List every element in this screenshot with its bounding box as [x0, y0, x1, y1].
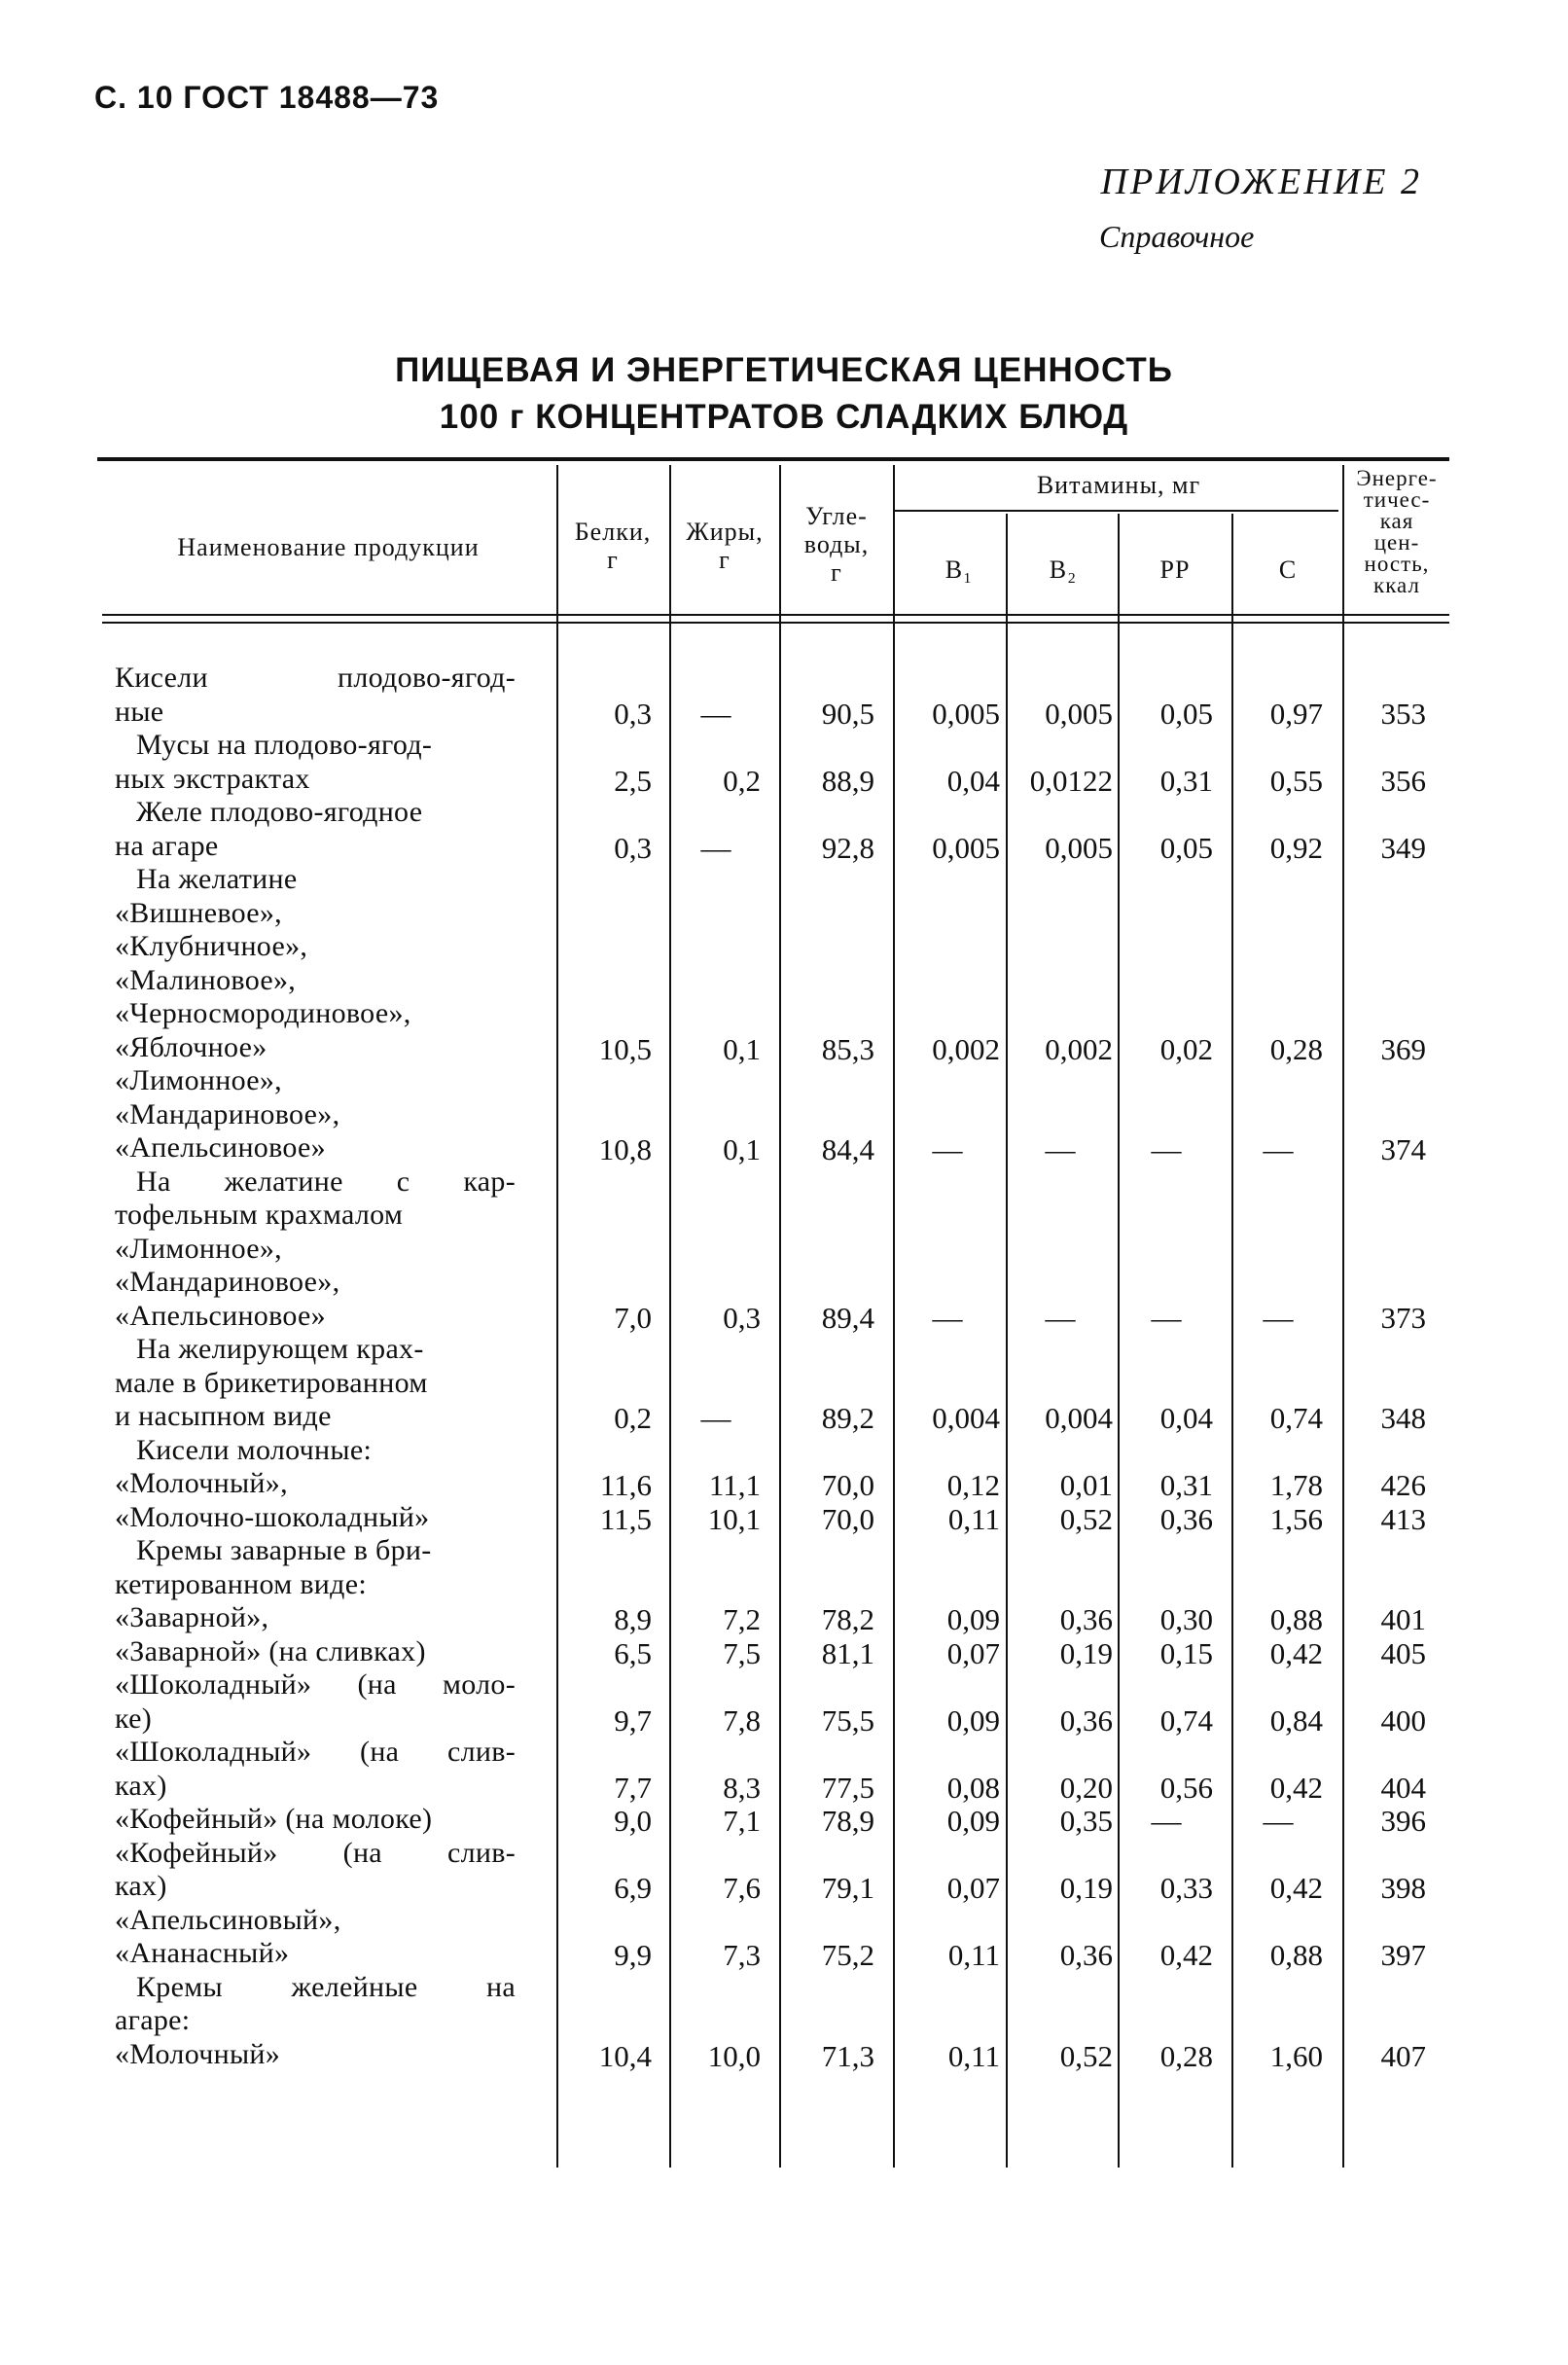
vitamin-b1-value: 0,11 — [947, 1501, 1000, 1536]
product-name-line: «Молочный» — [115, 2037, 281, 2070]
fat-value: 0,2 — [723, 763, 761, 798]
carbs-value: 89,2 — [821, 1401, 874, 1435]
vitamin-b2-value: 0,005 — [1045, 830, 1113, 865]
product-name-line: «Заварной» (на сливках) — [115, 1634, 426, 1667]
carbs-value: 85,3 — [821, 1031, 874, 1066]
vitamin-pp-value: 0,05 — [1159, 696, 1213, 731]
vitamin-pp-value: 0,15 — [1159, 1635, 1213, 1670]
appendix-note: Справочное — [1099, 219, 1255, 254]
product-name — [115, 1837, 516, 1904]
protein-value: 9,9 — [614, 1938, 652, 1972]
vitamin-b1-value: 0,07 — [946, 1635, 1000, 1670]
vitamin-pp-value: 0,31 — [1159, 1468, 1213, 1502]
header-energy-line: тичес- — [1363, 487, 1431, 512]
table-title-line-2: 100 г КОНЦЕНТРАТОВ СЛАДКИХ БЛЮД — [439, 398, 1129, 436]
product-name-line: «Черносмородиновое», — [115, 997, 411, 1029]
vitamin-b2-value: 0,004 — [1045, 1401, 1113, 1435]
vitamin-c-value: 0,55 — [1269, 763, 1323, 798]
vitamin-b2-value: 0,52 — [1059, 1501, 1113, 1536]
fat-value: 7,8 — [723, 1702, 761, 1738]
product-name — [115, 1534, 516, 1635]
header-energy — [1344, 468, 1449, 596]
product-name — [115, 1904, 516, 1971]
product-name-line: «Апельсиновое» — [115, 1299, 326, 1332]
vitamin-c-value: — — [1263, 1132, 1294, 1166]
product-name-line: «Молочный», — [115, 1467, 288, 1499]
protein-value: 6,5 — [614, 1635, 652, 1670]
vitamin-pp-value: 0,30 — [1159, 1602, 1213, 1636]
protein-value: 0,3 — [614, 830, 652, 865]
energy-value: 405 — [1380, 1635, 1426, 1670]
protein-value: 11,5 — [599, 1501, 652, 1536]
product-name-line: «Заварной», — [115, 1601, 269, 1633]
product-name-line: «Вишневое», — [115, 896, 282, 929]
energy-value: 374 — [1380, 1132, 1426, 1166]
carbs-value: 84,4 — [821, 1132, 874, 1166]
fat-value: — — [700, 830, 731, 865]
carbs-value: 81,1 — [821, 1635, 874, 1670]
vitamin-b1-value: 0,005 — [932, 696, 1000, 731]
fat-value: 7,2 — [723, 1602, 761, 1636]
header-carbs-line: Угле- — [805, 502, 868, 530]
protein-value: 2,5 — [614, 763, 652, 798]
carbs-value: 88,9 — [821, 763, 874, 798]
carbs-value: 71,3 — [821, 2038, 874, 2073]
energy-value: 396 — [1380, 1804, 1426, 1838]
vitamin-b2-value: — — [1045, 1300, 1076, 1335]
product-name-line: Кисели молочные: — [136, 1433, 373, 1466]
product-name-line: На желирующем крах- — [136, 1333, 424, 1365]
vitamin-c-value: 1,60 — [1269, 2038, 1323, 2073]
product-name-line: ке) — [115, 1702, 153, 1735]
fat-value: 8,3 — [723, 1770, 761, 1805]
product-name-line: «Яблочное» — [115, 1030, 267, 1063]
product-name-line: Кисели плодово-ягод- — [115, 662, 516, 694]
product-name-line: «Кофейный» (на молоке) — [115, 1803, 433, 1835]
fat-value: 0,1 — [723, 1031, 761, 1066]
energy-value: 413 — [1380, 1501, 1426, 1536]
protein-value: 6,9 — [614, 1871, 652, 1905]
header-carbs-line: г — [831, 558, 842, 587]
protein-value: 8,9 — [614, 1602, 652, 1636]
table-title-line-1: ПИЩЕВАЯ И ЭНЕРГЕТИЧЕСКАЯ ЦЕННОСТЬ — [395, 351, 1173, 389]
product-name-line: «Шоколадный» (на моло- — [115, 1668, 516, 1701]
page-header: С. 10 ГОСТ 18488—73 — [94, 80, 440, 115]
product-name-line: мале в брикетированном — [115, 1366, 428, 1399]
product-name-line: «Лимонное», — [115, 1232, 282, 1265]
header-protein-line: г — [607, 546, 619, 574]
fat-value: 10,1 — [707, 1501, 761, 1536]
product-name-line: тофельным крахмалом — [115, 1199, 404, 1231]
product-name — [115, 863, 516, 1064]
product-name-line: кетированном виде: — [115, 1567, 367, 1600]
vitamin-c-value: 0,92 — [1269, 830, 1323, 865]
energy-value: 400 — [1380, 1702, 1426, 1738]
vitamin-b2-value: 0,0122 — [1029, 763, 1113, 798]
product-name-line: «Кофейный» (на слив- — [115, 1836, 516, 1869]
protein-value: 0,3 — [614, 696, 652, 731]
product-name-line: «Апельсиновый», — [115, 1903, 341, 1936]
energy-value: 373 — [1380, 1300, 1426, 1335]
vitamin-pp-value: 0,31 — [1159, 763, 1213, 798]
vitamin-b1-value: 0,004 — [932, 1401, 1000, 1435]
product-name-line: Кремы заварные в бри- — [136, 1534, 432, 1566]
vitamin-pp-value: 0,28 — [1159, 2038, 1213, 2073]
energy-value: 397 — [1380, 1938, 1426, 1972]
energy-value: 348 — [1380, 1401, 1426, 1435]
vitamin-b1-value: 0,12 — [946, 1468, 1000, 1502]
header-bottom-rule-2 — [102, 622, 1449, 624]
product-name — [115, 1165, 516, 1334]
header-energy-line: Энерге- — [1356, 466, 1438, 490]
product-name-line: и насыпном виде — [115, 1400, 332, 1432]
header-name-label: Наименование продукции — [177, 533, 480, 561]
product-name — [115, 1064, 516, 1165]
column-divider — [1006, 514, 1008, 2168]
fat-value: 11,1 — [708, 1468, 761, 1502]
vitamin-pp-value: — — [1151, 1300, 1182, 1335]
fat-value: 7,6 — [723, 1871, 761, 1905]
vitamin-pp-value: — — [1151, 1804, 1182, 1838]
vitamin-b2-value: 0,005 — [1045, 696, 1113, 731]
product-name-line: На желатине с кар- — [136, 1165, 516, 1198]
vitamin-b1-value: — — [932, 1300, 963, 1335]
product-name — [115, 1635, 516, 1669]
protein-value: 11,6 — [599, 1468, 652, 1502]
product-name-line: «Клубничное», — [115, 930, 308, 962]
product-name — [115, 796, 516, 863]
product-name-line: «Лимонное», — [115, 1064, 282, 1096]
vitamin-b1-value: — — [932, 1132, 963, 1166]
vitamin-pp-value: 0,74 — [1159, 1702, 1213, 1738]
energy-value: 404 — [1380, 1770, 1426, 1805]
product-name — [115, 1434, 516, 1501]
vitamin-b1-value: 0,09 — [946, 1602, 1000, 1636]
header-protein — [558, 518, 667, 574]
header-b1: B₁ — [944, 555, 974, 584]
header-b2: B₂ — [1049, 555, 1078, 584]
vitamin-b1-value: 0,04 — [946, 763, 1000, 798]
vitamin-c-value: — — [1263, 1300, 1294, 1335]
vitamin-c-value: 0,84 — [1269, 1702, 1323, 1738]
product-name-line: «Ананасный» — [115, 1937, 290, 1969]
product-name-line: «Малиновое», — [115, 963, 297, 996]
vitamin-c-value: 0,42 — [1269, 1871, 1323, 1905]
carbs-value: 70,0 — [821, 1501, 874, 1536]
vitamin-c-value: 0,88 — [1269, 1602, 1323, 1636]
protein-value: 9,7 — [614, 1702, 652, 1738]
product-name-line: «Шоколадный» (на слив- — [115, 1736, 516, 1768]
header-energy-line: кая — [1379, 509, 1414, 533]
fat-value: 0,3 — [723, 1300, 761, 1335]
vitamin-b2-value: 0,19 — [1059, 1871, 1113, 1905]
product-name-line: «Молочно-шоколадный» — [115, 1500, 430, 1533]
product-name-line: ных экстрактах — [115, 762, 310, 795]
header-fat-line: г — [719, 546, 731, 574]
column-divider — [1231, 514, 1233, 2168]
vitamin-c-value: 0,42 — [1269, 1635, 1323, 1670]
vitamin-pp-value: 0,36 — [1159, 1501, 1213, 1536]
vitamin-b1-value: 0,002 — [932, 1031, 1000, 1066]
carbs-value: 89,4 — [821, 1300, 874, 1335]
carbs-value: 75,5 — [821, 1702, 874, 1738]
protein-value: 9,0 — [614, 1804, 652, 1838]
vitamin-b1-value: 0,005 — [932, 830, 1000, 865]
product-name — [115, 662, 516, 729]
vitamin-c-value: 0,97 — [1269, 696, 1323, 731]
product-name-line: На желатине — [136, 863, 298, 895]
vitamin-b2-value: 0,52 — [1059, 2038, 1113, 2073]
fat-value: 0,1 — [723, 1132, 761, 1166]
vitamin-b2-value: 0,36 — [1059, 1702, 1113, 1738]
vitamin-b2-value: 0,36 — [1059, 1938, 1113, 1972]
vitamin-b1-value: 0,09 — [946, 1804, 1000, 1838]
carbs-value: 78,2 — [821, 1602, 874, 1636]
product-name — [115, 1333, 516, 1434]
vitamin-pp-value: 0,33 — [1159, 1871, 1213, 1905]
appendix-label: ПРИЛОЖЕНИЕ 2 — [1100, 161, 1422, 202]
protein-value: 0,2 — [614, 1401, 652, 1435]
product-name-line: агаре: — [115, 2004, 191, 2036]
energy-value: 407 — [1380, 2038, 1426, 2073]
energy-value: 369 — [1380, 1031, 1426, 1066]
header-protein-line: Белки, — [574, 518, 652, 546]
product-name-line: «Мандариновое», — [115, 1266, 340, 1298]
protein-value: 10,4 — [598, 2038, 652, 2073]
vitamin-c-value: 0,42 — [1269, 1770, 1323, 1805]
vitamin-c-value: 1,78 — [1269, 1468, 1323, 1502]
vitamin-c-value: 0,88 — [1269, 1938, 1323, 1972]
fat-value: — — [700, 1401, 731, 1435]
header-fat — [671, 518, 778, 574]
fat-value: 7,5 — [723, 1635, 761, 1670]
header-name — [107, 533, 550, 561]
vitamin-b2-value: 0,20 — [1059, 1770, 1113, 1805]
product-name — [115, 729, 516, 796]
vitamin-c-value: 0,74 — [1269, 1401, 1323, 1435]
protein-value: 7,7 — [614, 1770, 652, 1805]
vitamin-b2-value: 0,36 — [1059, 1602, 1113, 1636]
vitamin-c-value: 0,28 — [1269, 1031, 1323, 1066]
carbs-value: 70,0 — [821, 1468, 874, 1502]
product-name-line: Кремы желейные на — [136, 1970, 516, 2003]
vitamin-b2-value: 0,35 — [1059, 1804, 1113, 1838]
carbs-value: 79,1 — [821, 1871, 874, 1905]
vitamin-pp-value: 0,04 — [1159, 1401, 1213, 1435]
vitamin-b2-value: 0,19 — [1059, 1635, 1113, 1670]
product-name-line: ках) — [115, 1870, 167, 1902]
vitamin-pp-value: 0,42 — [1159, 1938, 1213, 1972]
vitamin-b1-value: 0,09 — [946, 1702, 1000, 1738]
vitamin-b2-value: — — [1045, 1132, 1076, 1166]
vitamin-b2-value: 0,01 — [1059, 1468, 1113, 1502]
product-name — [115, 1803, 516, 1837]
vitamin-b1-value: 0,11 — [947, 1938, 1000, 1972]
product-name-line: Желе плодово-ягодное — [136, 796, 423, 828]
column-divider — [1118, 514, 1120, 2168]
vitamin-pp-value: 0,02 — [1159, 1031, 1213, 1066]
header-carbs — [781, 502, 892, 587]
protein-value: 10,5 — [598, 1031, 652, 1066]
header-bottom-rule-1 — [102, 614, 1449, 616]
carbs-value: 77,5 — [821, 1770, 874, 1805]
product-name — [115, 1668, 516, 1736]
vitamin-b1-value: 0,11 — [947, 2038, 1000, 2073]
carbs-value: 90,5 — [821, 696, 874, 731]
vitamin-c-value: — — [1263, 1804, 1294, 1838]
product-name — [115, 1736, 516, 1803]
vitamin-pp-value: 0,56 — [1159, 1770, 1213, 1805]
product-name-line: Мусы на плодово-ягод- — [136, 729, 433, 761]
protein-value: 7,0 — [614, 1300, 652, 1335]
table-top-rule — [97, 457, 1449, 461]
vitamins-group-rule — [895, 510, 1338, 512]
vitamin-pp-value: — — [1151, 1132, 1182, 1166]
fat-value: — — [700, 696, 731, 731]
header-c: C — [1278, 555, 1298, 584]
energy-value: 349 — [1380, 830, 1426, 865]
energy-value: 426 — [1380, 1468, 1426, 1502]
product-name-line: ные — [115, 695, 164, 728]
product-name-line: «Мандариновое», — [115, 1097, 340, 1130]
header-pp: PP — [1159, 555, 1191, 584]
vitamin-b1-value: 0,08 — [946, 1770, 1000, 1805]
fat-value: 10,0 — [707, 2038, 761, 2073]
header-energy-line: ность, — [1364, 552, 1430, 576]
carbs-value: 78,9 — [821, 1804, 874, 1838]
vitamin-c-value: 1,56 — [1269, 1501, 1323, 1536]
carbs-value: 92,8 — [821, 830, 874, 865]
product-name — [115, 1501, 516, 1535]
product-name-line: ках) — [115, 1769, 167, 1802]
fat-value: 7,3 — [723, 1938, 761, 1972]
product-name-line: «Апельсиновое» — [115, 1131, 326, 1164]
energy-value: 401 — [1380, 1602, 1426, 1636]
fat-value: 7,1 — [723, 1804, 761, 1838]
carbs-value: 75,2 — [821, 1938, 874, 1972]
header-vitamins-group: Витамины, мг — [1036, 471, 1201, 499]
vitamin-b1-value: 0,07 — [946, 1871, 1000, 1905]
header-energy-line: ккал — [1373, 573, 1420, 597]
product-name-line: на агаре — [115, 829, 219, 862]
energy-value: 356 — [1380, 763, 1426, 798]
energy-value: 398 — [1380, 1871, 1426, 1905]
protein-value: 10,8 — [598, 1132, 652, 1166]
header-fat-line: Жиры, — [686, 518, 764, 546]
product-name — [115, 1971, 516, 2072]
header-energy-line: цен- — [1373, 530, 1420, 555]
energy-value: 353 — [1380, 696, 1426, 731]
header-carbs-line: воды, — [803, 530, 870, 558]
vitamin-b2-value: 0,002 — [1045, 1031, 1113, 1066]
vitamin-pp-value: 0,05 — [1159, 830, 1213, 865]
